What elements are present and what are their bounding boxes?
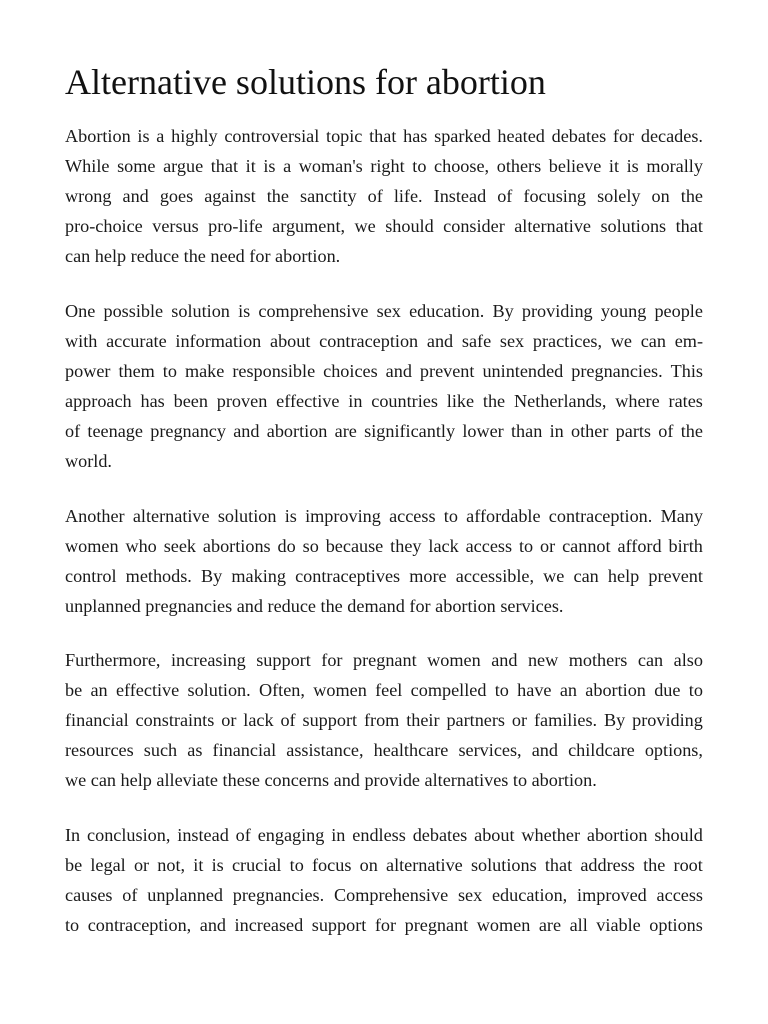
paragraph-line: be legal or not, it is crucial to focus on alternative solutions that address the root — [65, 855, 703, 875]
paragraph-line: financial constraints or lack of support from their partners or families. By providing — [65, 710, 703, 730]
paragraph-line: to contraception, and increased support for pregnant women are all viable options — [65, 915, 703, 935]
paragraph-line: women who seek abortions do so because they lack access to or cannot afford birth — [65, 536, 703, 556]
paragraph-line: unplanned pregnancies and reduce the demand for abortion services. — [65, 596, 564, 616]
paragraph-line: Another alternative solution is improving access to affordable contraception. Many — [65, 506, 703, 526]
paragraph-line: we can help alleviate these concerns and provide alternatives to abortion. — [65, 770, 597, 790]
paragraph-line: resources such as financial assistance, healthcare services, and childcare options, — [65, 740, 703, 760]
paragraph-line: of teenage pregnancy and abortion are significantly lower than in other parts of the — [65, 421, 703, 441]
paragraph-line: power them to make responsible choices and prevent unintended pregnancies. This — [65, 361, 703, 381]
paragraph-contraception-access — [65, 501, 703, 621]
paragraph-line: In conclusion, instead of engaging in endless debates about whether abortion should — [65, 825, 703, 845]
paragraph-line: can help reduce the need for abortion. — [65, 246, 341, 266]
paragraph-line: pro-choice versus pro-life argument, we should consider alternative solutions that — [65, 216, 703, 236]
paragraph-line: wrong and goes against the sanctity of life. Instead of focusing solely on the — [65, 186, 703, 206]
paragraph-line: Furthermore, increasing support for pregnant women and new mothers can also — [65, 650, 703, 670]
paragraph-line: control methods. By making contraceptives more accessible, we can help prevent — [65, 566, 703, 586]
paragraph-sex-education — [65, 296, 703, 476]
paragraph-line: While some argue that it is a woman's right to choose, others believe it is morally — [65, 156, 703, 176]
paragraph-line: world. — [65, 451, 112, 471]
paragraph-line: with accurate information about contraception and safe sex practices, we can em- — [65, 331, 703, 351]
paragraph-line: approach has been proven effective in countries like the Netherlands, where rates — [65, 391, 703, 411]
paragraph-line: One possible solution is comprehensive sex education. By providing young people — [65, 301, 703, 321]
page-title: Alternative solutions for abortion — [65, 62, 546, 102]
paragraph-support-for-mothers — [65, 645, 703, 795]
paragraph-introduction — [65, 121, 703, 271]
paragraph-conclusion — [65, 820, 703, 940]
paragraph-line: causes of unplanned pregnancies. Comprehensive sex education, improved access — [65, 885, 703, 905]
paragraph-line: be an effective solution. Often, women feel compelled to have an abortion due to — [65, 680, 703, 700]
paragraph-line: Abortion is a highly controversial topic that has sparked heated debates for decades. — [65, 126, 703, 146]
